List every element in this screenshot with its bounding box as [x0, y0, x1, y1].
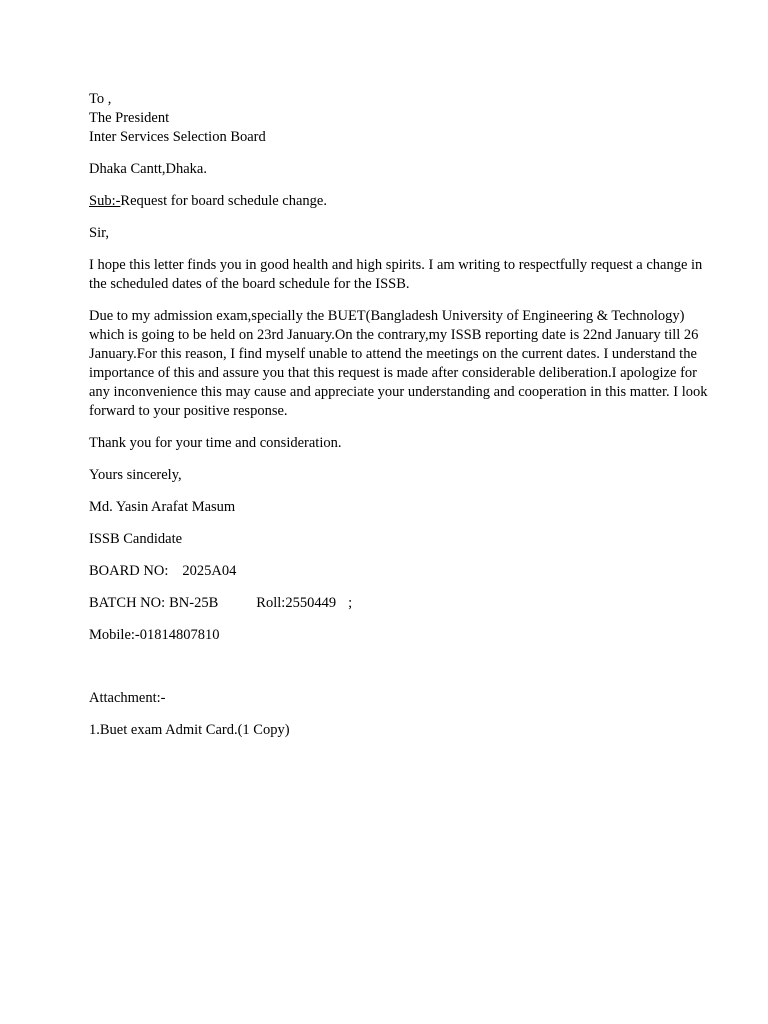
recipient-title: The President — [89, 110, 170, 126]
paragraph-thanks: Thank you for your time and consideration. — [89, 435, 342, 451]
batch-number-label: BATCH NO: — [89, 595, 166, 611]
batch-number-value: BN-25B — [169, 595, 219, 611]
recipient-to: To , — [89, 91, 112, 107]
paragraph-line: any inconvenience this may cause and appreciate your understanding and cooperation in this matter. I look — [89, 384, 708, 400]
attachment-label: Attachment:- — [89, 690, 166, 706]
signature-name: Md. Yasin Arafat Masum — [89, 499, 236, 515]
paragraph-intro — [89, 256, 703, 294]
board-number-line — [89, 562, 689, 581]
attachment-item: 1.Buet exam Admit Card.(1 Copy) — [89, 722, 290, 738]
roll-suffix: ; — [348, 595, 353, 611]
paragraph-reason — [89, 307, 708, 421]
paragraph-line: Due to my admission exam,specially the BUET(Bangladesh University of Engineering & Technology) — [89, 308, 685, 324]
roll-value: 2550449 — [285, 595, 337, 611]
signature-role: ISSB Candidate — [89, 531, 183, 547]
subject-label: Sub:- — [89, 193, 121, 209]
recipient-location: Dhaka Cantt,Dhaka. — [89, 161, 207, 177]
recipient-organization: Inter Services Selection Board — [89, 129, 266, 145]
recipient-address — [89, 90, 689, 147]
board-number-value: 2025A04 — [182, 563, 237, 579]
salutation: Sir, — [89, 225, 109, 241]
closing: Yours sincerely, — [89, 467, 182, 483]
letter-body — [89, 90, 708, 740]
board-number-label: BOARD NO: — [89, 563, 169, 579]
subject-text: Request for board schedule change. — [120, 193, 327, 209]
paragraph-line: forward to your positive response. — [89, 403, 288, 419]
paragraph-line: which is going to be held on 23rd January.On the contrary,my ISSB reporting date is 22nd January till 26 — [89, 327, 699, 343]
batch-roll-line — [89, 594, 689, 613]
paragraph-line: the scheduled dates of the board schedule for the ISSB. — [89, 276, 410, 292]
subject-line — [89, 192, 689, 211]
mobile-label: Mobile:- — [89, 627, 140, 643]
mobile-value: 01814807810 — [139, 627, 220, 643]
roll-label: Roll: — [256, 595, 286, 611]
mobile-line — [89, 626, 689, 645]
paragraph-line: I hope this letter finds you in good health and high spirits. I am writing to respectfully request a change in — [89, 257, 703, 273]
paragraph-line: January.For this reason, I find myself unable to attend the meetings on the current dates. I understand the — [89, 346, 697, 362]
paragraph-line: importance of this and assure you that this request is made after considerable deliberation.I apologize for — [89, 365, 697, 381]
